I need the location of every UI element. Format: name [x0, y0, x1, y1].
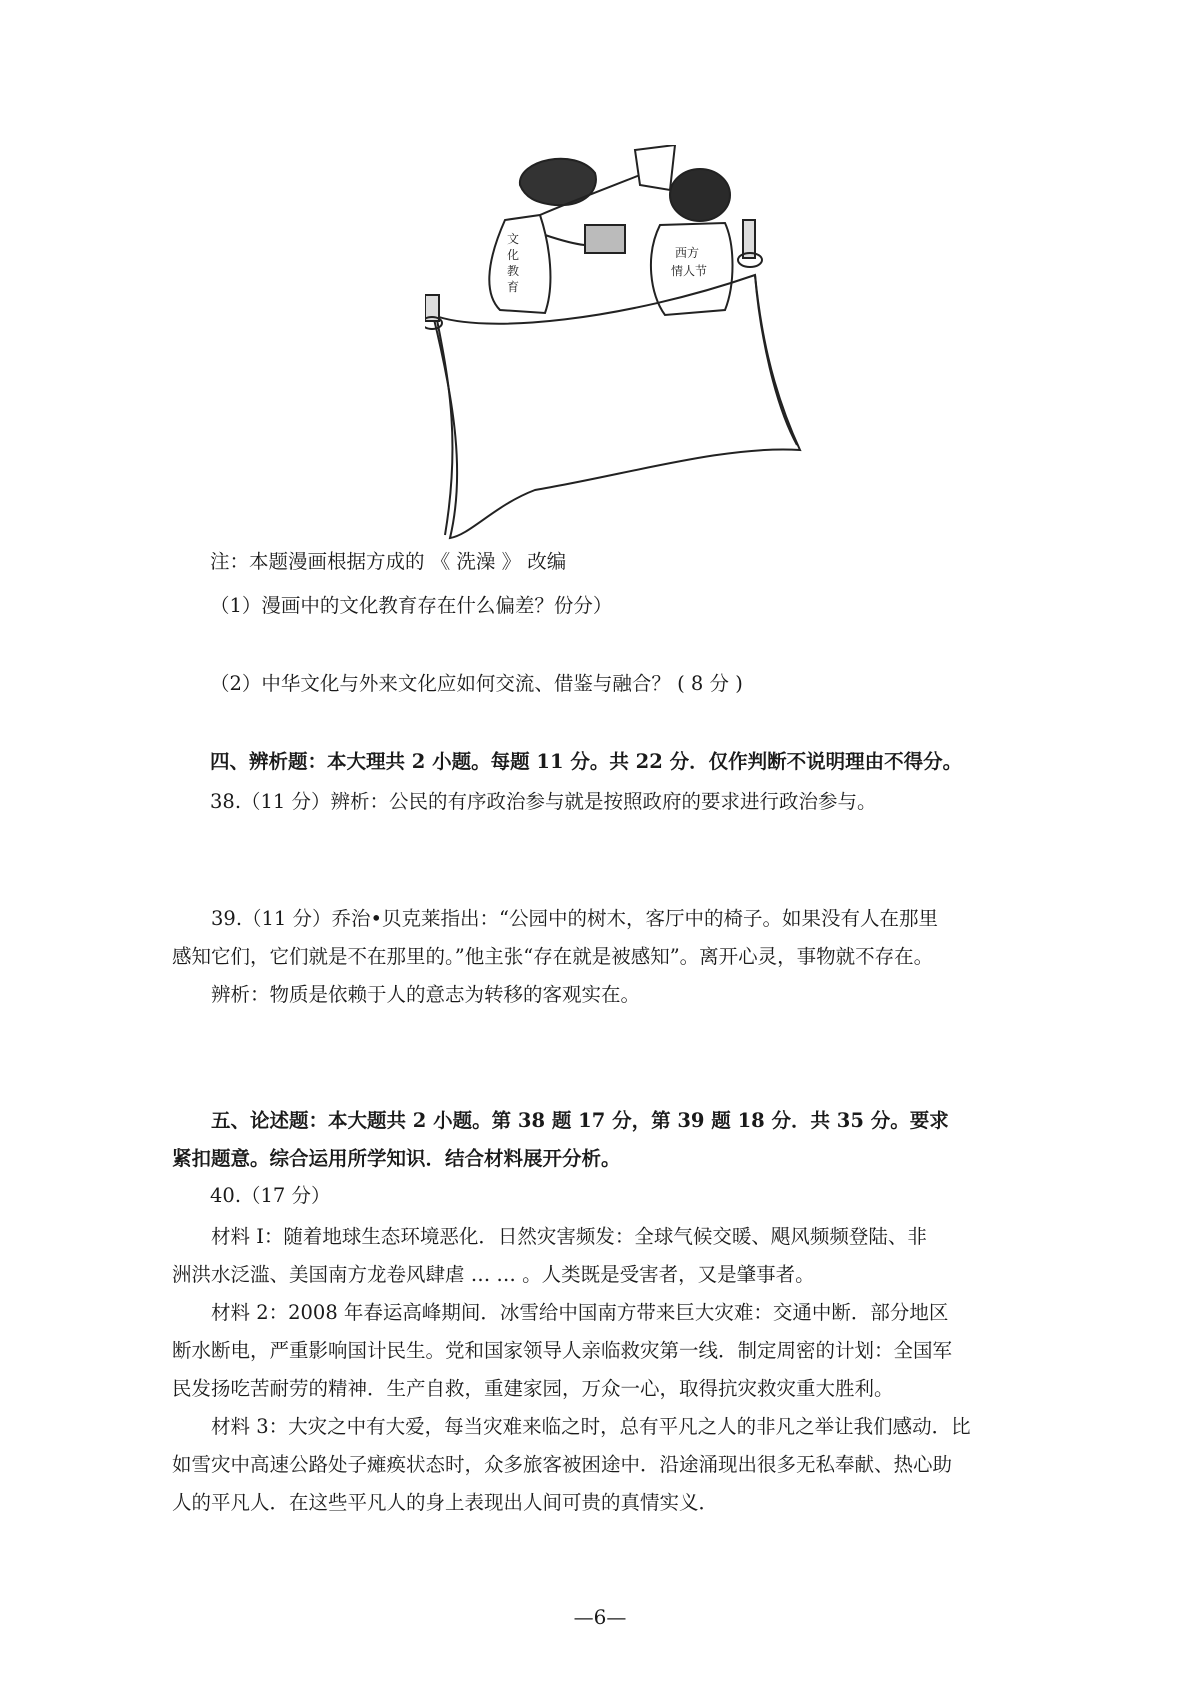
materials: [172, 1218, 1022, 1522]
cartoon-label-right: 情人节: [671, 264, 708, 278]
question-1: （1）漫画中的文化教育存在什么偏差？份分）: [210, 594, 613, 617]
material-3-line-1: 材料 3：大灾之中有大爱，每当灾难来临之时，总有平凡之人的非凡之举让我们感动．比: [211, 1415, 971, 1438]
material-2-line-3: 民发扬吃苦耐劳的精神．生产自救，重建家园，万众一心，取得抗灾救灾重大胜利。: [172, 1377, 894, 1400]
cartoon-label-right: 西方: [675, 246, 700, 260]
question-40: 40.（17 分）: [210, 1184, 331, 1207]
cartoon-note: 注：本题漫画根据方成的 《 洗澡 》 改编: [210, 550, 567, 573]
cartoon-label-left: 育: [507, 280, 520, 294]
page-number: —6—: [573, 1605, 627, 1629]
question-39: [172, 900, 1022, 1014]
q39-line-1: 39.（11 分）乔治•贝克莱指出：“公园中的树木，客厅中的椅子。如果没有人在那里: [211, 907, 938, 930]
section-4-title: 四、辨析题：本大理共 2 小题。每题 11 分。共 22 分．仅作判断不说明理由不得分。: [210, 750, 963, 773]
cartoon-label-left: 文: [507, 232, 520, 246]
q39-line-3: 辨析：物质是依赖于人的意志为转移的客观实在。: [211, 983, 641, 1006]
section-5-title-line-2: 紧扣题意。综合运用所学知识．结合材料展开分析。: [172, 1147, 621, 1170]
material-2-line-2: 断水断电，严重影响国计民生。党和国家领导人亲临救灾第一线．制定周密的计划：全国军: [172, 1339, 953, 1362]
material-2-line-1: 材料 2：2008 年春运高峰期间．冰雪给中国南方带来巨大灾难：交通中断．部分地区: [211, 1301, 949, 1324]
question-38: 38.（11 分）辨析：公民的有序政治参与就是按照政府的要求进行政治参与。: [210, 790, 877, 813]
cartoon-label-left: 教: [507, 264, 520, 278]
material-3-line-2: 如雪灾中高速公路处子瘫痪状态时，众多旅客被困途中．沿途涌现出很多无私奉献、热心助: [172, 1453, 953, 1476]
question-2: （2）中华文化与外来文化应如何交流、借鉴与融合？ ( 8 分 ): [210, 672, 743, 695]
section-5-title-line-1: 五、论述题：本大题共 2 小题。第 38 题 17 分，第 39 题 18 分．共 35 分。要求: [211, 1109, 949, 1132]
cartoon-illustration: [425, 145, 845, 540]
material-1-line-1: 材料 Ⅰ：随着地球生态环境恶化．日然灾害频发：全球气候交暖、飓风频频登陆、非: [211, 1225, 927, 1248]
section-5-title: [172, 1102, 1022, 1178]
cartoon-label-left: 化: [507, 248, 520, 262]
material-1-line-2: 洲洪水泛滥、美国南方龙卷风肆虐 … … 。人类既是受害者，又是肇事者。: [172, 1263, 815, 1286]
q39-line-2: 感知它们，它们就是不在那里的。”他主张“存在就是被感知”。离开心灵，事物就不存在。: [172, 945, 934, 968]
material-3-line-3: 人的平凡人．在这些平凡人的身上表现出人间可贵的真情实义．: [172, 1491, 719, 1514]
